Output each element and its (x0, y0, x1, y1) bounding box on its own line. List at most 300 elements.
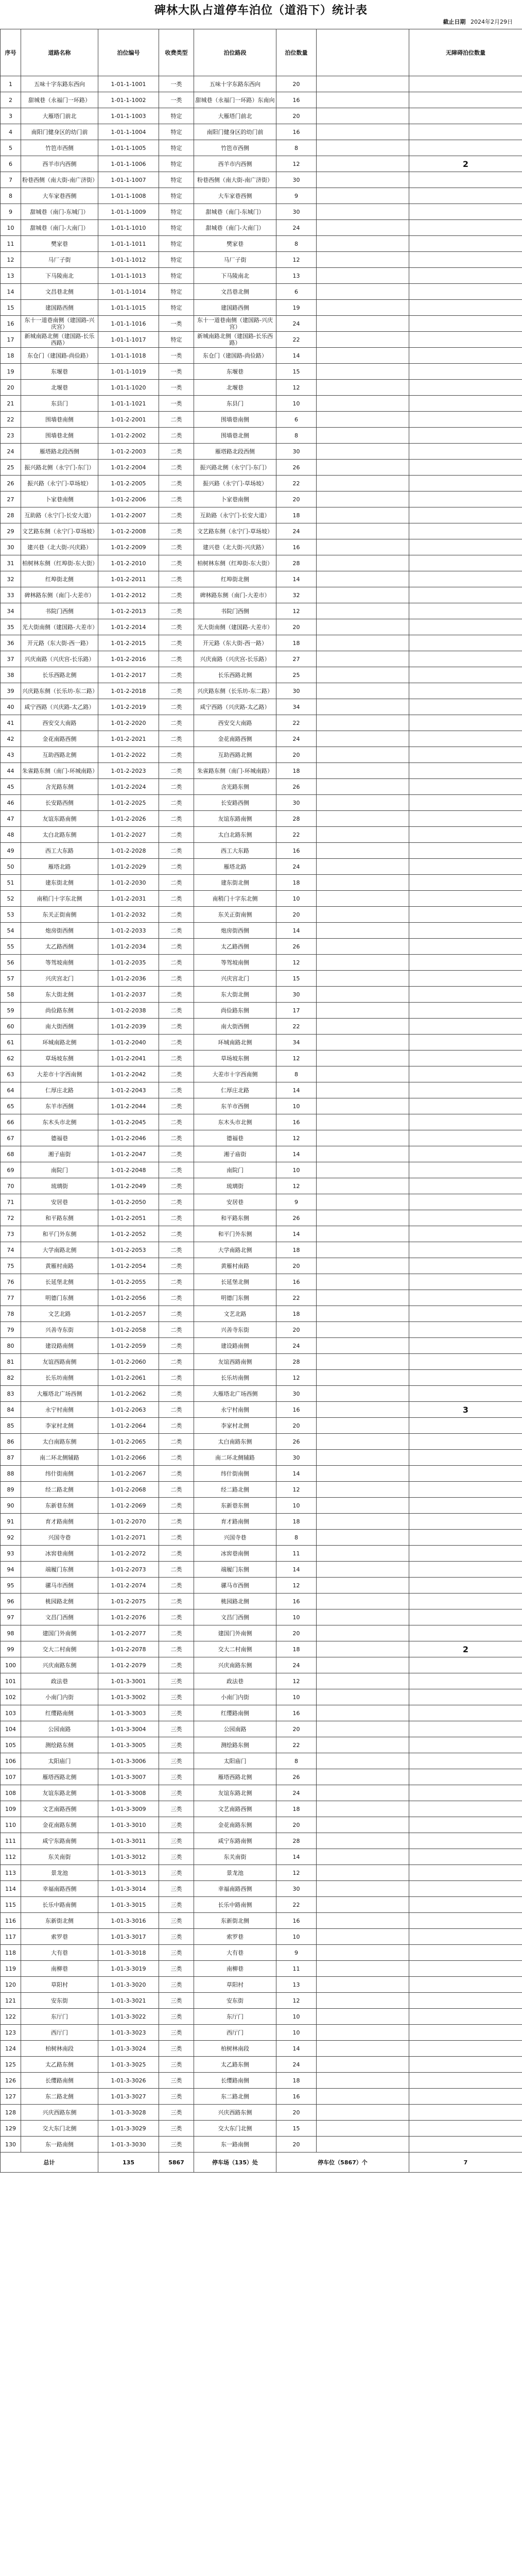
cell-section: 下马陵南北 (194, 268, 276, 284)
cell-section: 长安路西侧 (194, 795, 276, 811)
cell-accessible (409, 619, 522, 635)
table-row (1, 955, 522, 971)
cell-blank (317, 236, 409, 252)
cell-code: 1-01-3-3004 (98, 1721, 159, 1737)
cell-fee-type: 二类 (159, 763, 194, 779)
cell-blank (317, 1753, 409, 1769)
table-row (1, 715, 522, 731)
cell-accessible (409, 987, 522, 1003)
cell-road: 东县门 (21, 396, 98, 412)
header-blank (317, 29, 409, 76)
table-row (1, 2073, 522, 2089)
cell-accessible (409, 587, 522, 603)
cell-count: 10 (276, 1929, 317, 1945)
cell-count: 20 (276, 1817, 317, 1833)
cell-index: 92 (1, 1530, 21, 1546)
cell-index: 50 (1, 859, 21, 875)
cell-index: 77 (1, 1290, 21, 1306)
cell-count: 10 (276, 396, 317, 412)
table-row (1, 603, 522, 619)
table-row (1, 731, 522, 747)
cell-road: 景龙池 (21, 1865, 98, 1881)
table-row (1, 124, 522, 140)
table-row (1, 859, 522, 875)
cell-fee-type: 三类 (159, 1961, 194, 1977)
cell-fee-type: 特定 (159, 236, 194, 252)
cell-road: 黄雁村南路 (21, 1258, 98, 1274)
cell-section: 南阳门健身区的幼门前 (194, 124, 276, 140)
cell-count: 30 (276, 1881, 317, 1897)
cell-index: 107 (1, 1769, 21, 1785)
cell-count: 16 (276, 1705, 317, 1721)
cell-blank (317, 2137, 409, 2153)
cell-code: 1-01-1-1014 (98, 284, 159, 300)
cell-accessible (409, 1913, 522, 1929)
table-row (1, 1578, 522, 1594)
cell-fee-type: 二类 (159, 1274, 194, 1290)
cell-index: 47 (1, 811, 21, 827)
cell-accessible (409, 1578, 522, 1594)
cell-blank (317, 1386, 409, 1402)
cell-count: 18 (276, 635, 317, 651)
cell-index: 22 (1, 412, 21, 428)
cell-section: 大车家巷西侧 (194, 188, 276, 204)
cell-blank (317, 1082, 409, 1098)
cell-fee-type: 三类 (159, 1705, 194, 1721)
cell-section: 德福巷 (194, 1130, 276, 1146)
cell-blank (317, 859, 409, 875)
cell-index: 82 (1, 1370, 21, 1386)
cell-code: 1-01-2-2023 (98, 763, 159, 779)
cell-road: 友谊西路南侧 (21, 1354, 98, 1370)
cell-code: 1-01-2-2055 (98, 1274, 159, 1290)
cell-road: 柏树林南段 (21, 2041, 98, 2057)
cell-blank (317, 715, 409, 731)
cell-blank (317, 1977, 409, 1993)
cell-accessible (409, 859, 522, 875)
cell-code: 1-01-2-2067 (98, 1466, 159, 1482)
cell-fee-type: 二类 (159, 779, 194, 795)
cell-accessible (409, 891, 522, 907)
cell-accessible (409, 523, 522, 539)
cell-blank (317, 220, 409, 236)
cell-road: 兴国寺巷 (21, 1530, 98, 1546)
cell-accessible (409, 731, 522, 747)
table-row (1, 1050, 522, 1066)
cell-road: 西厅门 (21, 2025, 98, 2041)
cell-fee-type: 三类 (159, 2041, 194, 2057)
cell-blank (317, 603, 409, 619)
cell-count: 12 (276, 1993, 317, 2009)
cell-accessible (409, 1386, 522, 1402)
cell-code: 1-01-2-2048 (98, 1162, 159, 1178)
cell-road: 太乙路东侧 (21, 2057, 98, 2073)
cell-blank (317, 507, 409, 523)
cell-blank (317, 971, 409, 987)
total-label: 总计 (1, 2153, 98, 2173)
cell-fee-type: 二类 (159, 875, 194, 891)
cell-count: 26 (276, 460, 317, 476)
cell-section: 北堰巷 (194, 380, 276, 396)
cell-count: 18 (276, 875, 317, 891)
cell-count: 16 (276, 2089, 317, 2105)
cell-road: 交大二村南侧 (21, 1641, 98, 1657)
cell-fee-type: 二类 (159, 1258, 194, 1274)
cell-code: 1-01-2-2020 (98, 715, 159, 731)
cell-road: 兴庆南路东侧 (21, 1657, 98, 1673)
cell-blank (317, 1370, 409, 1386)
cell-code: 1-01-3-3014 (98, 1881, 159, 1897)
cell-code: 1-01-3-3006 (98, 1753, 159, 1769)
cell-accessible (409, 1721, 522, 1737)
cell-code: 1-01-2-2014 (98, 619, 159, 635)
cutoff-date-value: 2024年2月29日 (471, 19, 513, 25)
cell-fee-type: 三类 (159, 1897, 194, 1913)
table-row (1, 1019, 522, 1035)
cell-blank (317, 955, 409, 971)
cell-count: 12 (276, 252, 317, 268)
cell-section: 文昌巷北侧 (194, 284, 276, 300)
header-index: 序号 (1, 29, 21, 76)
cell-code: 1-01-3-3001 (98, 1673, 159, 1689)
cell-code: 1-01-2-2012 (98, 587, 159, 603)
cell-code: 1-01-2-2019 (98, 699, 159, 715)
cell-code: 1-01-2-2079 (98, 1657, 159, 1673)
cell-blank (317, 2057, 409, 2073)
cell-index: 86 (1, 1434, 21, 1450)
cell-section: 友谊西路南侧 (194, 1354, 276, 1370)
cell-section: 粉巷西侧（南大街-南广济街） (194, 172, 276, 188)
cell-road: 文昌门西侧 (21, 1609, 98, 1625)
cell-index: 12 (1, 252, 21, 268)
cell-fee-type: 二类 (159, 587, 194, 603)
cell-fee-type: 二类 (159, 1290, 194, 1306)
cell-blank (317, 1482, 409, 1498)
cell-code: 1-01-2-2060 (98, 1354, 159, 1370)
cell-blank (317, 1801, 409, 1817)
table-row (1, 2009, 522, 2025)
cell-count: 13 (276, 268, 317, 284)
cell-section: 雁塔路北段西侧 (194, 444, 276, 460)
table-row (1, 76, 522, 92)
cell-road: 兴庆西路东侧 (21, 2105, 98, 2121)
cell-section: 太白南路东侧 (194, 1434, 276, 1450)
cell-accessible (409, 923, 522, 939)
cell-blank (317, 1019, 409, 1035)
cell-code: 1-01-1-1013 (98, 268, 159, 284)
cell-road: 咸宁西路（兴庆路-太乙路） (21, 699, 98, 715)
table-row (1, 204, 522, 220)
cell-count: 22 (276, 1897, 317, 1913)
cell-fee-type: 一类 (159, 348, 194, 364)
cell-index: 69 (1, 1162, 21, 1178)
cell-section: 琉璃街 (194, 1178, 276, 1194)
cell-road: 东木头市北侧 (21, 1114, 98, 1130)
cell-code: 1-01-3-3021 (98, 1993, 159, 2009)
cell-index: 101 (1, 1673, 21, 1689)
cell-index: 53 (1, 907, 21, 923)
cell-road: 长乐坊南侧 (21, 1370, 98, 1386)
cell-blank (317, 2025, 409, 2041)
cell-section: 长乐坊南侧 (194, 1370, 276, 1386)
cell-index: 33 (1, 587, 21, 603)
cell-fee-type: 二类 (159, 1641, 194, 1657)
cell-road: 德福巷 (21, 1130, 98, 1146)
cell-index: 29 (1, 523, 21, 539)
cell-section: 新城南路北侧（建国路-长乐西路） (194, 332, 276, 348)
cell-index: 120 (1, 1977, 21, 1993)
cell-blank (317, 1306, 409, 1322)
cell-fee-type: 二类 (159, 476, 194, 492)
cell-road: 和平门外东侧 (21, 1226, 98, 1242)
cell-fee-type: 二类 (159, 971, 194, 987)
cell-code: 1-01-3-3003 (98, 1705, 159, 1721)
cell-code: 1-01-1-1019 (98, 364, 159, 380)
cell-index: 71 (1, 1194, 21, 1210)
cell-index: 21 (1, 396, 21, 412)
cell-fee-type: 二类 (159, 731, 194, 747)
cell-section: 冰窖巷南侧 (194, 1546, 276, 1562)
cell-accessible (409, 1226, 522, 1242)
cell-road: 五味十字东路东西向 (21, 76, 98, 92)
cell-road: 南阳门健身区的幼门前 (21, 124, 98, 140)
cell-fee-type: 二类 (159, 555, 194, 571)
cell-blank (317, 1897, 409, 1913)
cell-blank (317, 124, 409, 140)
cell-index: 68 (1, 1146, 21, 1162)
cell-fee-type: 二类 (159, 1035, 194, 1050)
cell-fee-type: 二类 (159, 1514, 194, 1530)
cell-count: 14 (276, 1146, 317, 1162)
cell-section: 柏树林南段 (194, 2041, 276, 2057)
cell-index: 113 (1, 1865, 21, 1881)
table-row (1, 1003, 522, 1019)
cell-accessible (409, 140, 522, 156)
cell-index: 48 (1, 827, 21, 843)
cell-fee-type: 二类 (159, 1354, 194, 1370)
cell-count: 30 (276, 683, 317, 699)
cell-code: 1-01-2-2039 (98, 1019, 159, 1035)
cell-fee-type: 二类 (159, 1562, 194, 1578)
cell-count: 8 (276, 1753, 317, 1769)
cell-section: 小南门内街 (194, 1689, 276, 1705)
cell-road: 金花南路东侧 (21, 1817, 98, 1833)
cell-blank (317, 843, 409, 859)
cell-accessible (409, 1306, 522, 1322)
cell-fee-type: 三类 (159, 1737, 194, 1753)
cell-road: 安东街 (21, 1993, 98, 2009)
cell-index: 122 (1, 2009, 21, 2025)
cell-accessible (409, 811, 522, 827)
cell-fee-type: 二类 (159, 1130, 194, 1146)
cell-section: 甜城巷（南门-大南门） (194, 220, 276, 236)
cell-code: 1-01-2-2062 (98, 1386, 159, 1402)
cell-blank (317, 156, 409, 172)
header-count: 泊位数量 (276, 29, 317, 76)
cell-section: 建国门外南侧 (194, 1625, 276, 1641)
table-row (1, 220, 522, 236)
cell-code: 1-01-2-2042 (98, 1066, 159, 1082)
cell-index: 96 (1, 1594, 21, 1609)
total-spaces: 5867 (159, 2153, 194, 2173)
cell-fee-type: 三类 (159, 2121, 194, 2137)
cell-section: 大雁塔北广场西侧 (194, 1386, 276, 1402)
cell-blank (317, 1578, 409, 1594)
cell-section: 东二路北侧 (194, 2089, 276, 2105)
table-row (1, 843, 522, 859)
cell-index: 88 (1, 1466, 21, 1482)
cell-count: 16 (276, 124, 317, 140)
cell-blank (317, 699, 409, 715)
cell-section: 和平门外东侧 (194, 1226, 276, 1242)
table-row (1, 635, 522, 651)
cell-road: 东厅门 (21, 2009, 98, 2025)
cell-index: 108 (1, 1785, 21, 1801)
cell-count: 10 (276, 1098, 317, 1114)
cell-index: 15 (1, 300, 21, 316)
cell-count: 10 (276, 1609, 317, 1625)
cell-code: 1-01-2-2050 (98, 1194, 159, 1210)
cell-section: 李家村北侧 (194, 1418, 276, 1434)
cell-fee-type: 二类 (159, 1114, 194, 1130)
cell-blank (317, 1562, 409, 1578)
cell-count: 24 (276, 2057, 317, 2073)
cell-index: 124 (1, 2041, 21, 2057)
cell-code: 1-01-2-2003 (98, 444, 159, 460)
cell-accessible (409, 1194, 522, 1210)
cell-count: 27 (276, 651, 317, 667)
cell-index: 121 (1, 1993, 21, 2009)
cell-index: 97 (1, 1609, 21, 1625)
table-row (1, 1897, 522, 1913)
cell-index: 95 (1, 1578, 21, 1594)
cell-section: 尚俭路东侧 (194, 1003, 276, 1019)
cell-count: 20 (276, 907, 317, 923)
cell-index: 116 (1, 1913, 21, 1929)
cell-road: 东仓门（建国路-尚俭路） (21, 348, 98, 364)
cell-code: 1-01-1-1002 (98, 92, 159, 108)
table-row (1, 1098, 522, 1114)
cell-blank (317, 1050, 409, 1066)
cell-accessible (409, 1817, 522, 1833)
table-row (1, 428, 522, 444)
cell-road: 纬什街南侧 (21, 1466, 98, 1482)
cell-index: 78 (1, 1306, 21, 1322)
table-row (1, 1689, 522, 1705)
cell-fee-type: 三类 (159, 1673, 194, 1689)
cell-section: 红缨路南侧 (194, 1705, 276, 1721)
cell-blank (317, 1721, 409, 1737)
cell-section: 咸宁东路南侧 (194, 1833, 276, 1849)
cell-accessible (409, 1498, 522, 1514)
table-row (1, 1961, 522, 1977)
cell-blank (317, 1338, 409, 1354)
cell-blank (317, 1865, 409, 1881)
cell-road: 安居巷 (21, 1194, 98, 1210)
cell-count: 9 (276, 1194, 317, 1210)
table-row (1, 444, 522, 460)
cell-accessible (409, 2089, 522, 2105)
cell-section: 东十一道巷南侧（建国路-兴庆宫） (194, 316, 276, 332)
cell-road: 经二路北侧 (21, 1482, 98, 1498)
cell-index: 52 (1, 891, 21, 907)
cell-section: 红埠街北侧 (194, 571, 276, 587)
cell-section: 大雁塔门前北 (194, 108, 276, 124)
cell-code: 1-01-3-3023 (98, 2025, 159, 2041)
table-row (1, 699, 522, 715)
cell-code: 1-01-2-2026 (98, 811, 159, 827)
cell-index: 38 (1, 667, 21, 683)
cell-count: 9 (276, 1945, 317, 1961)
cell-accessible (409, 92, 522, 108)
cell-blank (317, 492, 409, 507)
cell-accessible (409, 939, 522, 955)
cell-blank (317, 2073, 409, 2089)
cell-fee-type: 三类 (159, 1993, 194, 2009)
header-fee-type: 收费类型 (159, 29, 194, 76)
cell-road: 兴庆宫北门 (21, 971, 98, 987)
cell-blank (317, 763, 409, 779)
cell-blank (317, 651, 409, 667)
cell-accessible (409, 1178, 522, 1194)
cell-code: 1-01-1-1007 (98, 172, 159, 188)
cell-fee-type: 二类 (159, 1162, 194, 1178)
cell-code: 1-01-3-3015 (98, 1897, 159, 1913)
cell-count: 12 (276, 1578, 317, 1594)
table-row (1, 619, 522, 635)
cell-blank (317, 811, 409, 827)
cell-code: 1-01-1-1012 (98, 252, 159, 268)
cell-section: 景龙池 (194, 1865, 276, 1881)
cell-road: 文昌巷北侧 (21, 284, 98, 300)
cell-fee-type: 特定 (159, 172, 194, 188)
cell-index: 10 (1, 220, 21, 236)
cell-road: 太白南路东侧 (21, 1434, 98, 1450)
cell-code: 1-01-3-3011 (98, 1833, 159, 1849)
cell-count: 12 (276, 1130, 317, 1146)
cell-road: 幸福南路西侧 (21, 1881, 98, 1897)
cell-accessible (409, 124, 522, 140)
table-row (1, 939, 522, 955)
table-row (1, 1370, 522, 1386)
cell-road: 建国门外南侧 (21, 1625, 98, 1641)
cell-count: 24 (276, 220, 317, 236)
cell-section: 文艺路东侧（永宁门-草场坡） (194, 523, 276, 539)
cell-fee-type: 三类 (159, 2089, 194, 2105)
cell-code: 1-01-1-1005 (98, 140, 159, 156)
cell-count: 12 (276, 380, 317, 396)
cell-accessible (409, 2057, 522, 2073)
cell-accessible (409, 332, 522, 348)
cell-blank (317, 1929, 409, 1945)
table-row (1, 2041, 522, 2057)
cell-index: 2 (1, 92, 21, 108)
cell-index: 16 (1, 316, 21, 332)
table-row (1, 2105, 522, 2121)
cell-road: 湘子庙街 (21, 1146, 98, 1162)
cell-section: 环城南路北侧 (194, 1035, 276, 1050)
cell-index: 32 (1, 571, 21, 587)
cell-blank (317, 1354, 409, 1370)
table-row (1, 1737, 522, 1753)
cell-blank (317, 1673, 409, 1689)
cell-accessible (409, 108, 522, 124)
cell-index: 94 (1, 1562, 21, 1578)
cell-road: 仁厚庄北路 (21, 1082, 98, 1098)
cell-road: 光大街南侧（建国路-大差市） (21, 619, 98, 635)
cell-accessible (409, 955, 522, 971)
cell-section: 南二环北侧辅路 (194, 1450, 276, 1466)
